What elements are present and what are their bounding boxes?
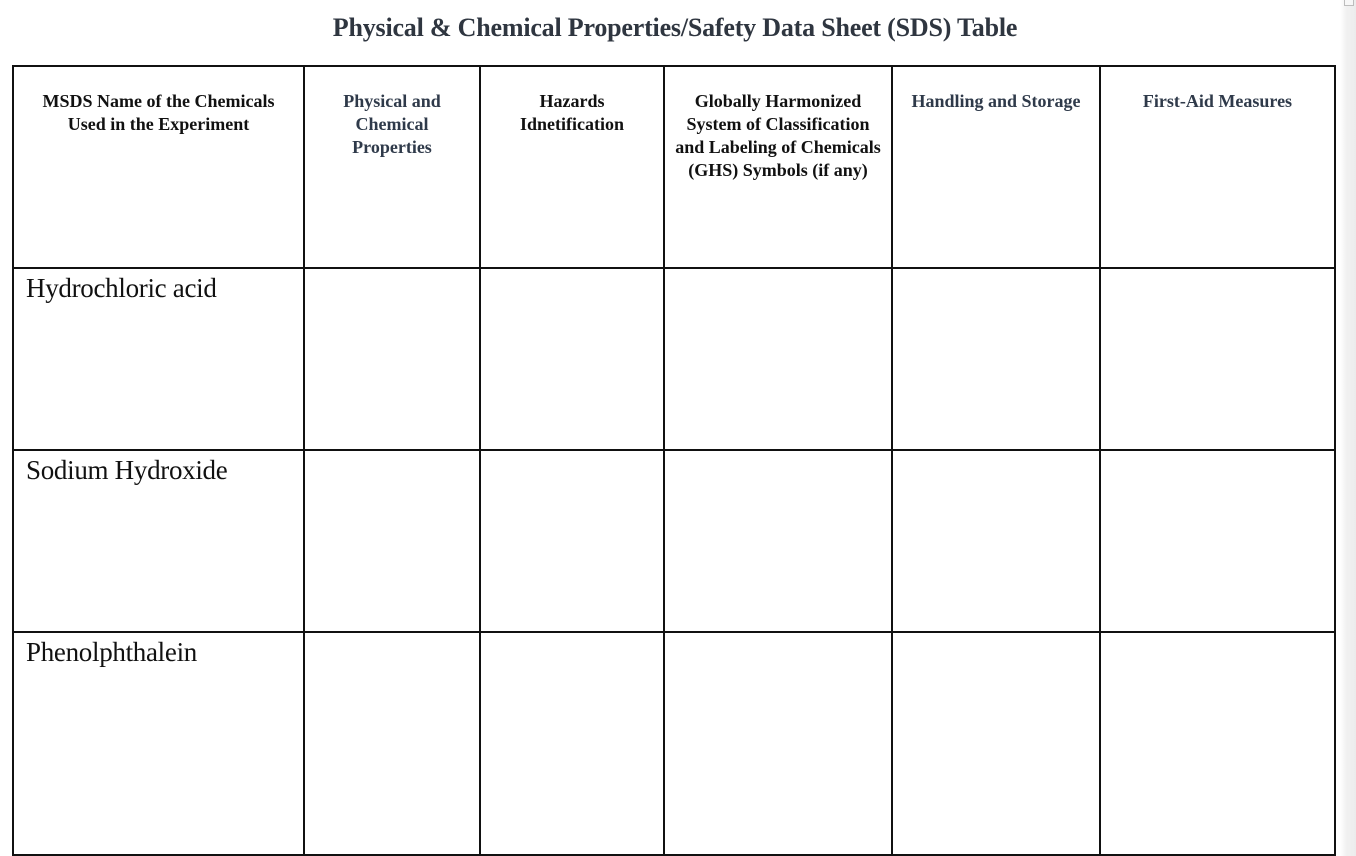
header-label: First-Aid Measures — [1142, 91, 1293, 111]
header-label: MSDS Name of the Chemicals Used in the Experiment — [42, 91, 275, 134]
hazards-cell — [480, 268, 664, 450]
handling-storage-cell — [892, 632, 1100, 855]
header-ghs-symbols — [664, 66, 892, 268]
window-scroll-edge[interactable] — [1340, 0, 1356, 856]
ghs-symbols-cell — [664, 450, 892, 632]
header-label: Handling and Storage — [911, 91, 1081, 111]
hazards-cell — [480, 632, 664, 855]
header-label: Globally Harmonized System of Classification and Labeling of Chemicals (GHS) Symbols (if any) — [675, 91, 881, 180]
chemical-name-cell — [13, 450, 304, 632]
table-header-row — [13, 66, 1335, 268]
first-aid-cell — [1100, 450, 1335, 632]
sds-table — [12, 65, 1336, 856]
page-title: Physical & Chemical Properties/Safety Data Sheet (SDS) Table — [332, 13, 1018, 42]
ghs-symbols-cell — [664, 268, 892, 450]
header-label: Hazards Idnetification — [519, 91, 624, 134]
header-physical-chemical-properties — [304, 66, 480, 268]
first-aid-cell — [1100, 268, 1335, 450]
ghs-symbols-cell — [664, 632, 892, 855]
chemical-name: Sodium Hydroxide — [26, 455, 228, 485]
header-label: Physical and Chemical Properties — [343, 91, 441, 157]
table-row — [13, 632, 1335, 855]
header-chemical-name — [13, 66, 304, 268]
header-handling-storage — [892, 66, 1100, 268]
scroll-corner-marker — [1344, 0, 1354, 6]
chemical-name: Phenolphthalein — [26, 637, 197, 667]
header-hazards-identification — [480, 66, 664, 268]
handling-storage-cell — [892, 268, 1100, 450]
physical-properties-cell — [304, 632, 480, 855]
hazards-cell — [480, 450, 664, 632]
chemical-name-cell — [13, 632, 304, 855]
chemical-name-cell — [13, 268, 304, 450]
header-first-aid — [1100, 66, 1335, 268]
table-row — [13, 450, 1335, 632]
table-row — [13, 268, 1335, 450]
first-aid-cell — [1100, 632, 1335, 855]
chemical-name: Hydrochloric acid — [26, 273, 217, 303]
handling-storage-cell — [892, 450, 1100, 632]
physical-properties-cell — [304, 450, 480, 632]
physical-properties-cell — [304, 268, 480, 450]
